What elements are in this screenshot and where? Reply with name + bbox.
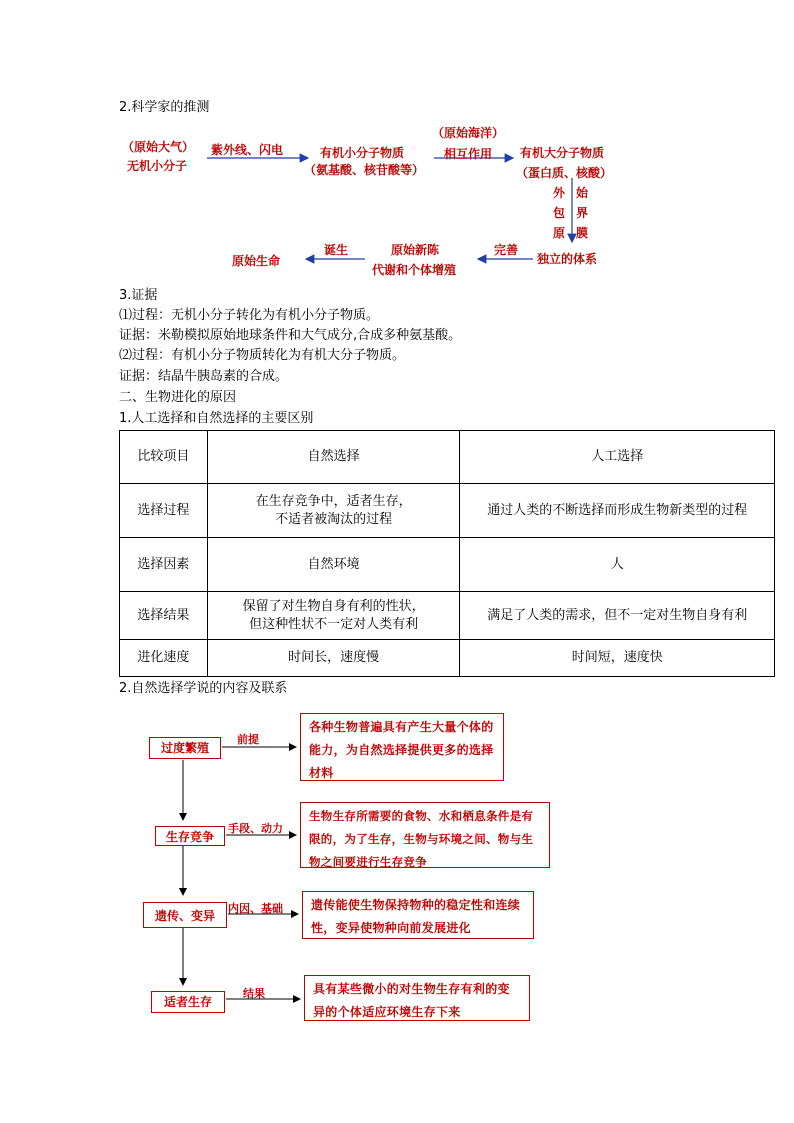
table-row [120,640,775,677]
link-result: 结果 [243,987,265,1000]
independent-system: 独立的体系 [537,252,598,266]
row-natural: 时间长，速度慢 [207,640,460,677]
node-overproduction: 过度繁殖 [149,737,221,759]
table-row [120,592,775,640]
table-row [120,538,775,592]
row-artificial: 通过人类的不断选择而形成生物新类型的过程 [460,484,775,538]
row-artificial: 满足了人类的需求，但不一定对生物自身有利 [460,592,775,640]
organic-small-molecules: 有机小分子物质 [320,146,405,160]
primitive-atmosphere-label: （原始大气） [122,140,195,154]
cell-line: 但这种性状不一定对人类有利 [249,616,419,632]
section-3-title: 3.证据 [119,288,158,303]
inner-char-2: 界 [576,206,589,220]
cell-line: 在生存竞争中，适者生存， [255,493,412,509]
desc-overproduction: 各种生物普遍具有产生大量个体的能力，为自然选择提供更多的选择材料 [300,713,504,781]
row-item: 选择因素 [120,538,208,592]
outer-char-2: 包 [553,206,566,220]
evidence-line-1: ⑴过程：无机小分子转化为有机小分子物质。 [119,308,380,323]
organic-large-examples: （蛋白质、核酸） [516,166,613,180]
desc-survival: 具有某些微小的对生物生存有利的变异的个体适应环境生存下来 [304,975,530,1021]
desc-struggle: 生物生存所需要的食物、水和栖息条件是有限的，为了生存，生物与环境之间、物与生物之间要进行生存竞争 [300,802,550,868]
row-item: 进化速度 [120,640,208,677]
subsection-2-title: 2.自然选择学说的内容及联系 [119,681,288,696]
inorganic-small-molecules: 无机小分子 [127,159,188,173]
node-heredity: 遗传、变异 [143,902,227,928]
header-natural: 自然选择 [207,431,460,484]
birth-label: 诞生 [324,243,349,257]
metabolism-line-2: 代谢和个体增殖 [372,263,457,277]
inner-char-3: 膜 [576,226,589,240]
row-item: 选择过程 [120,484,208,538]
cell-line: 不适者被淘汰的过程 [275,511,393,527]
desc-heredity: 遗传能使生物保持物种的稳定性和连续性，变异使物种向前发展进化 [302,891,534,939]
comparison-table [119,430,775,677]
row-artificial: 时间短，速度快 [460,640,775,677]
primitive-ocean-label: （原始海洋） [432,126,505,140]
subsection-1-title: 1.人工选择和自然选择的主要区别 [119,411,314,426]
metabolism-line-1: 原始新陈 [391,243,440,257]
inner-char-1: 始 [576,186,589,200]
part-2-title: 二、生物进化的原因 [119,390,237,405]
section-2-title: 2.科学家的推测 [119,100,210,115]
organic-small-examples: （氨基酸、核苷酸等） [304,163,425,177]
row-item: 选择结果 [120,592,208,640]
row-artificial: 人 [460,538,775,592]
table-header-row [120,431,775,484]
evidence-line-2: 证据：米勒模拟原始地球条件和大气成分,合成多种氨基酸。 [119,328,462,343]
row-natural [207,484,460,538]
evidence-line-3: ⑵过程：有机小分子物质转化为有机大分子物质。 [119,348,406,363]
primitive-life: 原始生命 [232,254,281,268]
outer-char-3: 原 [553,226,566,240]
header-item: 比较项目 [120,431,208,484]
link-means: 手段、动力 [228,822,283,835]
outer-char-1: 外 [553,186,566,200]
header-artificial: 人工选择 [460,431,775,484]
organic-large-molecules: 有机大分子物质 [520,146,605,160]
link-cause: 内因、基础 [228,902,283,915]
evidence-line-4: 证据：结晶牛胰岛素的合成。 [119,369,289,384]
row-natural: 自然环境 [207,538,460,592]
perfection-label: 完善 [494,243,519,257]
interaction-label: 相互作用 [444,147,493,161]
link-premise: 前提 [237,733,259,746]
cell-line: 保留了对生物自身有利的性状， [242,598,425,614]
row-natural [207,592,460,640]
node-struggle: 生存竞争 [155,826,225,846]
node-survival: 适者生存 [151,991,225,1013]
table-row [120,484,775,538]
uv-lightning-label: 紫外线、闪电 [211,143,284,157]
